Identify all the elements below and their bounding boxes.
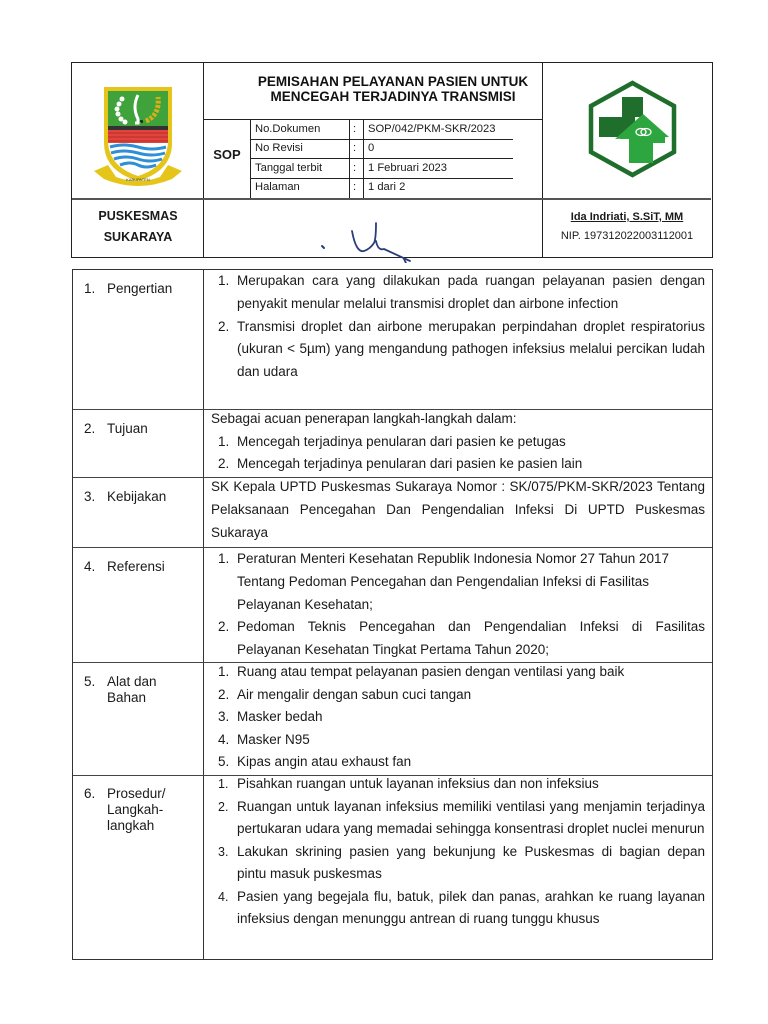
list-item: [211, 684, 705, 707]
meta-key: No.Dokumen: [255, 123, 321, 135]
section-content: [204, 663, 712, 775]
doc-type-label: SOP: [213, 147, 241, 162]
section-title-line: langkah: [107, 818, 155, 833]
item-text: Mencegah terjadinya penularan dari pasien ke petugas: [237, 433, 566, 449]
title-line-2: MENCEGAH TERJADINYA TRANSMISI: [270, 89, 516, 104]
section-title-line: Langkah-: [107, 802, 164, 817]
divider: [349, 119, 350, 199]
item-number: 1.: [218, 433, 230, 449]
divider: [363, 119, 364, 199]
section-title: Pengertian: [107, 281, 173, 296]
list-item: [211, 431, 705, 454]
list-item: [211, 453, 705, 476]
regional-coat-of-arms-icon: [94, 81, 182, 191]
svg-text:KABUPATEN: KABUPATEN: [126, 177, 150, 182]
item-number: 2.: [218, 318, 230, 334]
item-text: Ruang atau tempat pelayanan pasien dengan ventilasi yang baik: [237, 664, 625, 679]
item-text: Peraturan Menteri Kesehatan Republik Indonesia Nomor 27 Tahun 2017 Tentang Pedoman Pencegahan dan Pengendalian Infeksi di Fasilitas Pelayanan Kesehatan;: [237, 551, 670, 612]
section-tujuan: [73, 409, 712, 477]
section-prosedur: [73, 775, 712, 959]
item-number: 2.: [218, 619, 230, 635]
meta-key: Tanggal terbit: [255, 162, 323, 174]
meta-value: 1 Februari 2023: [368, 162, 447, 174]
section-kebijakan: [73, 477, 712, 547]
section-number: 5.: [84, 674, 96, 689]
divider: [250, 119, 251, 199]
section-content: [204, 410, 712, 477]
section-referensi: [73, 547, 712, 662]
section-pengertian: [73, 270, 712, 409]
item-text: Pedoman Teknis Pencegahan dan Pengendalian Infeksi di Fasilitas Pelayanan Kesehatan Tingkat Pertama Tahun 2020;: [237, 619, 705, 658]
item-number: 2.: [218, 686, 230, 702]
item-text: Pisahkan ruangan untuk layanan infeksius dan non infeksius: [237, 776, 599, 791]
title-line-1: PEMISAHAN PELAYANAN PASIEN UNTUK: [257, 74, 529, 89]
signer-nip: NIP. 197312022003112001: [560, 230, 694, 242]
meta-key: Halaman: [255, 181, 300, 193]
list-item: [211, 773, 705, 796]
item-number: 3.: [218, 844, 229, 859]
item-number: 4.: [218, 889, 229, 904]
section-number: 1.: [84, 281, 96, 296]
item-number: 5.: [218, 754, 230, 769]
item-text: Pasien yang begejala flu, batuk, pilek dan panas, arahkan ke ruang layanan infeksius dengan menunggu antrean di ruang tunggu khusus: [237, 888, 705, 926]
section-title: Referensi: [107, 559, 165, 574]
meta-value: 1 dari 2: [368, 181, 406, 193]
section-title-line: Alat dan: [107, 674, 157, 689]
list-item: [211, 729, 705, 752]
section-title-line: Prosedur/: [107, 786, 166, 801]
section-label: [73, 410, 204, 477]
list-item: [211, 706, 705, 729]
section-content: [204, 270, 712, 409]
meta-sep: :: [353, 142, 357, 154]
meta-value: 0: [368, 142, 375, 154]
org-line-1: PUSKESMAS: [98, 209, 178, 223]
item-number: 3.: [218, 709, 230, 724]
item-text: Kipas angin atau exhaust fan: [237, 754, 412, 769]
divider: [72, 198, 711, 200]
meta-sep: :: [353, 181, 357, 193]
item-text: Air mengalir dengan sabun cuci tangan: [237, 686, 472, 702]
section-number: 3.: [84, 489, 96, 504]
section-content: [204, 776, 712, 959]
list-item: [211, 316, 705, 384]
list-item: [211, 661, 705, 684]
org-line-2: SUKARAYA: [103, 230, 173, 244]
item-number: 2.: [218, 456, 230, 471]
meta-key: No Revisi: [255, 142, 303, 154]
section-alat-dan-bahan: [73, 662, 712, 775]
list-item: [211, 841, 705, 886]
section-number: 6.: [84, 786, 96, 801]
sop-header-table: [71, 62, 713, 258]
section-label: [73, 270, 204, 409]
meta-sep: :: [353, 162, 357, 174]
section-content: [204, 478, 712, 547]
puskesmas-hexagon-cross-icon: [585, 79, 680, 179]
item-number: 1.: [218, 273, 230, 288]
list-item: [211, 886, 705, 931]
signature-icon: [312, 213, 422, 263]
list-item: [211, 796, 705, 841]
section-label: [73, 478, 204, 547]
item-number: 1.: [218, 664, 230, 679]
section-number: 4.: [84, 559, 96, 574]
list-item: [211, 270, 705, 316]
signer-name: Ida Indriati, S.SiT, MM: [570, 211, 684, 223]
item-text: Ruangan untuk layanan infeksius memiliki ventilasi yang menjamin terjadinya pertukaran udara yang memadai sehingga konsentrasi droplet nuclei menurun: [237, 798, 705, 836]
section-number: 2.: [84, 421, 96, 436]
item-number: 2.: [218, 799, 229, 814]
item-text: Mencegah terjadinya penularan dari pasien ke pasien lain: [237, 456, 583, 471]
item-text: Masker bedah: [237, 709, 323, 724]
list-item: [211, 751, 705, 774]
section-label: [73, 663, 204, 775]
item-text: Lakukan skrining pasien yang bekunjung ke Puskesmas di bagian depan pintu masuk puskesmas: [237, 843, 705, 881]
organization-name: [72, 206, 204, 248]
signer-block: [541, 206, 713, 244]
policy-text: SK Kepala UPTD Puskesmas Sukaraya Nomor : SK/075/PKM-SKR/2023 Tentang Pelaksanaan Pencegahan Dan Pengendalian Infeksi Di UPTD Puskesmas Sukaraya: [211, 479, 705, 540]
meta-value: SOP/042/PKM-SKR/2023: [368, 123, 496, 135]
item-text: Merupakan cara yang dilakukan pada ruangan pelayanan pasien dengan penyakit menular melalui transmisi droplet dan airbone infection: [237, 273, 705, 311]
section-title-line: Bahan: [107, 690, 147, 705]
section-label: [73, 776, 204, 959]
item-text: Transmisi droplet dan airbone merupakan perpindahan droplet respiratorius (ukuran < 5µm) yang mengandung pathogen infeksius melalui percikan ludah dan udara: [237, 318, 705, 380]
section-title: [107, 786, 166, 834]
item-number: 1.: [218, 551, 230, 566]
list-item: [211, 548, 682, 616]
item-number: 4.: [218, 731, 230, 747]
list-item: [211, 616, 705, 662]
section-intro: Sebagai acuan penerapan langkah-langkah dalam:: [211, 411, 517, 426]
document-title: [204, 74, 582, 104]
item-text: Masker N95: [237, 731, 310, 747]
meta-sep: :: [353, 123, 357, 135]
section-label: [73, 548, 204, 662]
section-title: Tujuan: [107, 421, 148, 436]
sop-content-table: [72, 269, 713, 960]
section-content: [204, 548, 712, 662]
item-number: 1.: [218, 777, 229, 791]
section-title: Kebijakan: [107, 489, 167, 504]
section-title: [107, 674, 157, 706]
